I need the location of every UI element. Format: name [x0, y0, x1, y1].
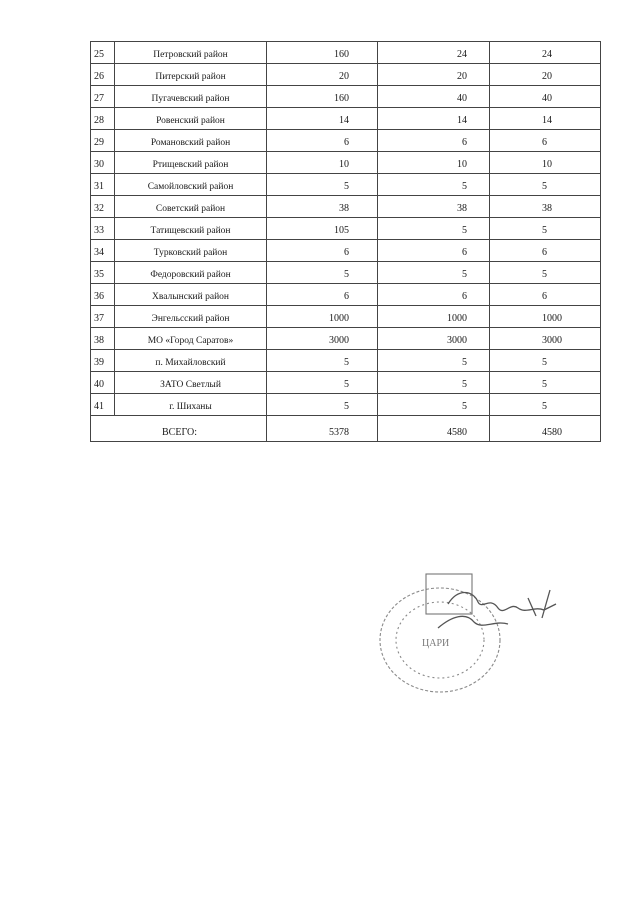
row-number: 41 [91, 394, 115, 416]
row-number: 37 [91, 306, 115, 328]
value-col-3: 38 [490, 196, 601, 218]
row-number: 28 [91, 108, 115, 130]
table-row [91, 394, 601, 416]
district-name: МО «Город Саратов» [115, 328, 267, 350]
value-col-3: 5 [490, 262, 601, 284]
table-row [91, 130, 601, 152]
total-label: ВСЕГО: [91, 416, 267, 442]
value-col-3: 5 [490, 350, 601, 372]
value-col-2: 5 [378, 218, 490, 240]
table-row [91, 108, 601, 130]
table-row [91, 196, 601, 218]
value-col-1: 5 [267, 174, 378, 196]
row-number: 27 [91, 86, 115, 108]
value-col-3: 5 [490, 394, 601, 416]
district-name: Питерский район [115, 64, 267, 86]
table-row [91, 262, 601, 284]
district-name: Энгельсский район [115, 306, 267, 328]
total-row [91, 416, 601, 442]
total-value-1: 5378 [267, 416, 378, 442]
value-col-2: 5 [378, 372, 490, 394]
row-number: 39 [91, 350, 115, 372]
table-row [91, 372, 601, 394]
table-row [91, 86, 601, 108]
table-row [91, 284, 601, 306]
value-col-3: 1000 [490, 306, 601, 328]
value-col-2: 6 [378, 240, 490, 262]
value-col-2: 10 [378, 152, 490, 174]
value-col-2: 5 [378, 174, 490, 196]
table-row [91, 328, 601, 350]
stamp-box [426, 574, 472, 614]
stamp-text: ЦАРИ [422, 638, 450, 649]
value-col-1: 6 [267, 130, 378, 152]
value-col-2: 38 [378, 196, 490, 218]
value-col-1: 20 [267, 64, 378, 86]
value-col-2: 20 [378, 64, 490, 86]
official-stamp-and-signature [378, 568, 578, 698]
row-number: 34 [91, 240, 115, 262]
value-col-3: 10 [490, 152, 601, 174]
row-number: 32 [91, 196, 115, 218]
district-name: Самойловский район [115, 174, 267, 196]
table-row [91, 152, 601, 174]
value-col-1: 38 [267, 196, 378, 218]
district-name: п. Михайловский [115, 350, 267, 372]
value-col-3: 40 [490, 86, 601, 108]
value-col-3: 5 [490, 218, 601, 240]
district-name: Турковский район [115, 240, 267, 262]
value-col-3: 24 [490, 42, 601, 64]
value-col-2: 5 [378, 394, 490, 416]
row-number: 29 [91, 130, 115, 152]
row-number: 30 [91, 152, 115, 174]
value-col-3: 14 [490, 108, 601, 130]
district-name: Петровский район [115, 42, 267, 64]
table-body [91, 42, 601, 416]
signature-strokes [438, 590, 556, 628]
value-col-1: 14 [267, 108, 378, 130]
value-col-1: 105 [267, 218, 378, 240]
total-value-2: 4580 [378, 416, 490, 442]
row-number: 40 [91, 372, 115, 394]
value-col-2: 14 [378, 108, 490, 130]
table-row [91, 42, 601, 64]
value-col-2: 5 [378, 350, 490, 372]
row-number: 38 [91, 328, 115, 350]
row-number: 25 [91, 42, 115, 64]
value-col-1: 5 [267, 372, 378, 394]
table-row [91, 218, 601, 240]
value-col-2: 40 [378, 86, 490, 108]
table-row [91, 64, 601, 86]
value-col-3: 6 [490, 284, 601, 306]
row-number: 36 [91, 284, 115, 306]
total-value-3: 4580 [490, 416, 601, 442]
district-name: Ровенский район [115, 108, 267, 130]
value-col-2: 24 [378, 42, 490, 64]
value-col-1: 5 [267, 350, 378, 372]
value-col-1: 160 [267, 42, 378, 64]
value-col-1: 6 [267, 284, 378, 306]
value-col-1: 10 [267, 152, 378, 174]
district-name: Советский район [115, 196, 267, 218]
value-col-1: 1000 [267, 306, 378, 328]
district-name: Романовский район [115, 130, 267, 152]
value-col-2: 6 [378, 130, 490, 152]
row-number: 26 [91, 64, 115, 86]
table-row [91, 306, 601, 328]
district-name: Хвалынский район [115, 284, 267, 306]
table-row [91, 174, 601, 196]
value-col-2: 1000 [378, 306, 490, 328]
value-col-1: 5 [267, 262, 378, 284]
district-name: Татищевский район [115, 218, 267, 240]
row-number: 33 [91, 218, 115, 240]
value-col-1: 6 [267, 240, 378, 262]
value-col-1: 3000 [267, 328, 378, 350]
district-name: Пугачевский район [115, 86, 267, 108]
distribution-table [90, 41, 601, 442]
row-number: 31 [91, 174, 115, 196]
value-col-1: 160 [267, 86, 378, 108]
value-col-3: 20 [490, 64, 601, 86]
value-col-2: 5 [378, 262, 490, 284]
value-col-1: 5 [267, 394, 378, 416]
value-col-3: 6 [490, 240, 601, 262]
row-number: 35 [91, 262, 115, 284]
value-col-3: 5 [490, 174, 601, 196]
district-name: ЗАТО Светлый [115, 372, 267, 394]
table-row [91, 350, 601, 372]
district-name: Ртищевский район [115, 152, 267, 174]
value-col-3: 6 [490, 130, 601, 152]
district-name: Федоровский район [115, 262, 267, 284]
value-col-3: 3000 [490, 328, 601, 350]
district-name: г. Шиханы [115, 394, 267, 416]
value-col-2: 6 [378, 284, 490, 306]
value-col-3: 5 [490, 372, 601, 394]
value-col-2: 3000 [378, 328, 490, 350]
table-row [91, 240, 601, 262]
